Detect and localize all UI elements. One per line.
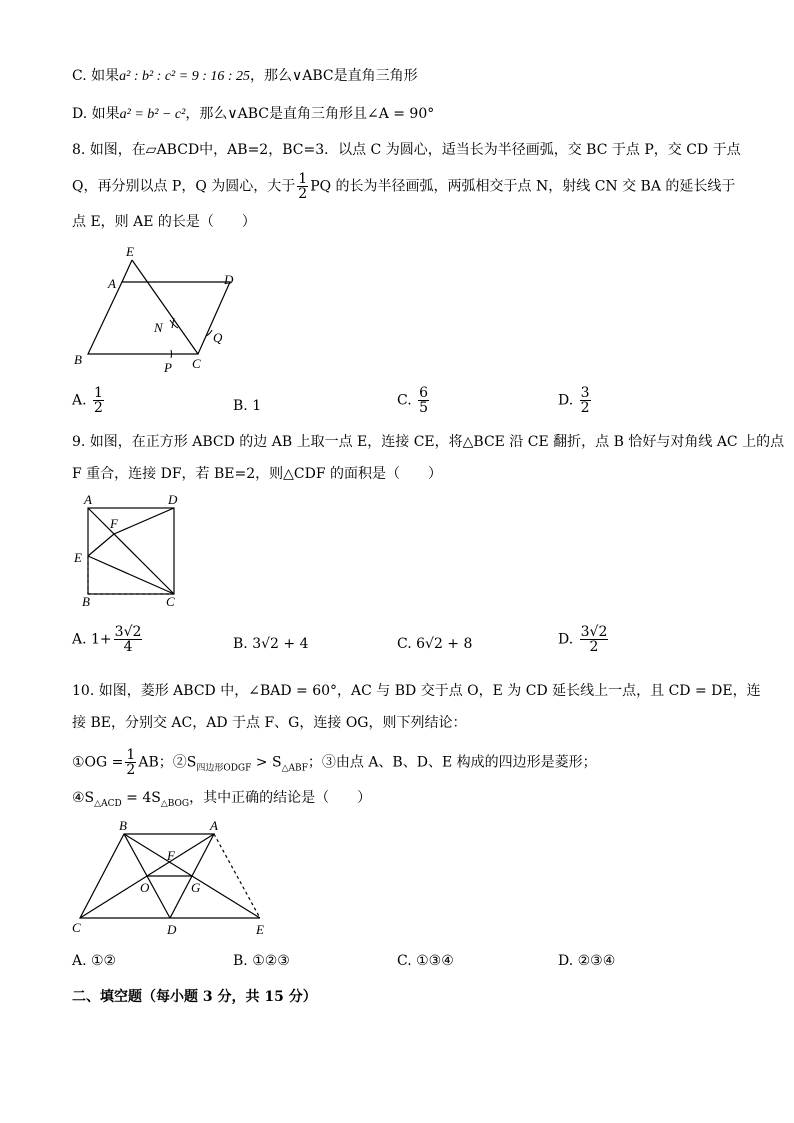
q9-label-a: A [84,492,92,507]
q8-option-a[interactable] [72,386,106,415]
q8-opt-b-text: 1 [252,398,262,414]
q8-opt-c-num: 6 [419,385,429,401]
q8-label-q: Q [213,330,223,345]
q8-opt-a-num: 1 [94,385,103,401]
q8-opt-d-frac [580,386,591,415]
q8-label-b: B [74,352,82,367]
q8-extension-ae [122,260,132,282]
q8-figure [68,240,248,380]
q9-line-ef [88,534,114,556]
q8-parallelogram [88,282,230,354]
q10-l4-sub2: △BOG [160,798,190,809]
q8-line2-b: PQ 的长为半径画弧，两弧相交于点 N，射线 CN 交 BA 的延长线于 [310,178,736,195]
q9-line2: F 重合，连接 DF，若 BE=2，则△CDF 的面积是（ ） [72,466,443,482]
q9-opt-a-frac [114,625,143,654]
q10-l3-a: ①OG = [72,754,124,771]
q10-l3-c: > S [251,754,282,771]
q8-ray-cn [132,260,198,354]
q10-label-c: C [72,920,81,935]
q8-opt-d-den: 2 [580,400,590,416]
q10-l4-c: ，其中正确的结论是（ ） [189,790,372,806]
q9-option-c[interactable] [397,634,472,654]
q10-option-d[interactable]: D. ②③④ [558,953,616,969]
q9-opt-a-pre: 1+ [91,631,112,648]
q10-line3 [72,748,597,778]
q9-opt-d-num: 3√2 [580,624,608,640]
q10-line1: 10. 如图，菱形 ABCD 中，∠BAD = 60°，AC 与 BD 交于点 O，E 为 CD 延长线上一点，且 CD = DE，连 [72,683,761,699]
q10-l4-a: ④S [72,790,95,806]
q8-line2-a: Q，再分别以点 P，Q 为圆心，大于 [72,178,296,195]
q7-d-suffix: ，那么∨ABC是直角三角形且∠A = 90° [185,106,435,122]
q8-opt-a-frac [93,386,104,415]
q10-l3-sub2: △ABF [281,763,308,774]
q8-opt-d-num: 3 [580,385,590,401]
q10-option-a[interactable]: A. ①② [72,953,117,969]
q8-arc-p [171,350,172,358]
q9-option-d[interactable] [558,625,610,654]
q8-line3: 点 E，则 AE 的长是（ ） [72,214,256,230]
q9-figure [70,490,190,610]
q8-option-d[interactable] [558,386,593,415]
q10-label-a: A [210,820,218,833]
q8-opt-a-den: 2 [94,400,103,416]
q9-label-e: E [74,550,82,565]
q10-label-e: E [256,922,264,937]
q8-option-b[interactable] [233,396,261,416]
section-heading-fill-in: 二、填空题（每小题 3 分，共 15 分） [72,989,317,1005]
q10-l3-b: AB；②S [138,754,197,771]
q8-opt-a-label: A. [72,392,87,409]
q10-l3-frac [125,748,136,777]
q10-figure [64,820,284,940]
q10-l4-b: = 4S [121,790,161,806]
q9-label-b: B [82,594,90,609]
q9-diagonal-ac [88,508,174,594]
q7-c-prefix: C. 如果 [72,68,120,84]
q8-label-d: D [224,272,234,287]
q9-opt-a-label: A. [72,631,87,648]
q10-label-g: G [191,880,201,895]
q8-label-e: E [126,244,134,259]
q10-line-ae [214,834,260,918]
q8-opt-b-label: B. [233,398,248,414]
q9-option-a[interactable] [72,625,144,654]
q9-opt-b-text: 3√2 + 4 [252,636,309,652]
q7-option-d [72,104,434,125]
q8-label-n: N [154,320,163,335]
q8-fraction [297,172,308,201]
q9-label-f: F [110,516,118,531]
q9-opt-b-label: B. [233,636,248,652]
q9-opt-c-text: 6√2 + 8 [416,636,473,652]
q9-opt-a-num: 3√2 [114,624,142,640]
q7-option-c [72,66,418,87]
q9-opt-d-frac [580,625,609,654]
q8-line2 [72,172,735,201]
q9-opt-c-label: C. [397,636,412,652]
q9-opt-d-label: D. [558,631,574,648]
q10-label-o: O [140,880,150,895]
q7-c-suffix: ，那么∨ABC是直角三角形 [250,68,418,84]
q8-label-c: C [192,356,201,371]
q10-l3-sub1: 四边形ODGF [196,763,252,774]
q9-label-d: D [168,492,178,507]
q9-opt-d-den: 2 [589,639,599,655]
q8-frac-den: 2 [298,186,308,202]
q10-line2: 接 BE，分别交 AC，AD 于点 F、G，连接 OG，则下列结论： [72,715,467,731]
q9-line1: 9. 如图，在正方形 ABCD 的边 AB 上取一点 E，连接 CE，将△BCE 沿 CE 翻折，点 B 恰好与对角线 AC 上的点 [72,434,785,450]
q8-label-p: P [164,360,172,375]
q10-label-f: F [167,848,175,863]
q8-opt-d-label: D. [558,392,574,409]
q9-option-b[interactable] [233,634,308,654]
q8-option-c[interactable] [397,386,431,415]
q10-label-d: D [167,922,177,937]
q10-l3-den: 2 [126,762,136,778]
q7-c-expr: a² : b² : c² = 9 : 16 : 25 [119,69,251,84]
q8-label-a: A [108,276,116,291]
q8-opt-c-frac [418,386,429,415]
q10-option-c[interactable]: C. ①③④ [397,953,454,969]
q8-opt-c-den: 5 [419,400,429,416]
q8-opt-c-label: C. [397,392,412,409]
q10-line4 [72,788,371,814]
q7-d-expr: a² = b² − c² [119,107,186,122]
q10-l3-num: 1 [126,747,136,763]
q10-label-b: B [119,820,127,833]
q8-line1: 8. 如图，在▱ABCD中，AB=2，BC=3．以点 C 为圆心，适当长为半径画弧，交 BC 于点 P，交 CD 于点 [72,142,741,158]
q9-opt-a-den: 4 [123,639,133,655]
q8-frac-num: 1 [298,171,308,187]
q7-d-prefix: D. 如果 [72,106,120,122]
q10-l4-sub1: △ACD [94,798,122,809]
q9-label-c: C [166,594,175,609]
q10-l3-d: ；③由点 A、B、D、E 构成的四边形是菱形； [307,754,597,771]
q9-line-df [114,508,174,534]
q9-line-ce [88,556,174,594]
q10-option-b[interactable]: B. ①②③ [233,953,290,969]
